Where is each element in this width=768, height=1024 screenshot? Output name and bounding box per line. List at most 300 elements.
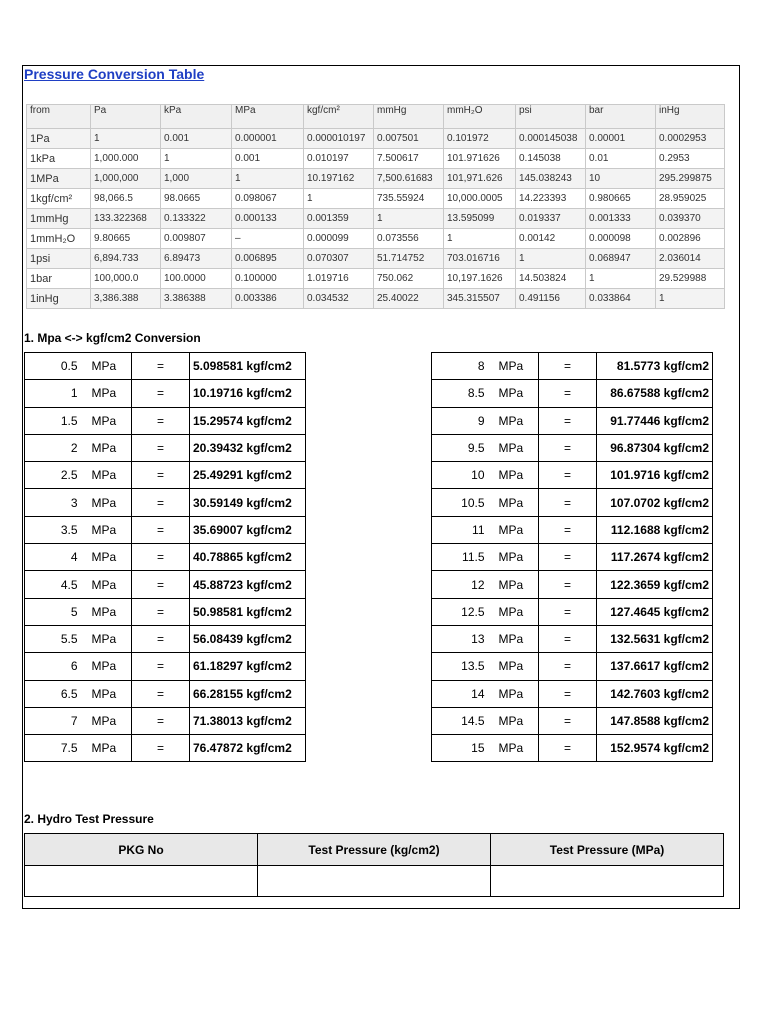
hydro-cell-test-pressure-mpa[interactable] <box>491 866 724 897</box>
conversion-cell: 0.033864 <box>586 289 656 309</box>
conversion-cell: 14.503824 <box>516 269 586 289</box>
equals-sign[interactable]: = <box>539 380 597 407</box>
kgf-result-cell[interactable] <box>190 625 306 652</box>
equals-sign[interactable]: = <box>539 680 597 707</box>
conversion-cell: 10,000.0005 <box>444 189 516 209</box>
conversion-cell: 0.002896 <box>656 229 725 249</box>
kgf-unit: kgf/cm2 <box>663 714 709 728</box>
equals-sign[interactable]: = <box>539 462 597 489</box>
conversion-col-header: psi <box>516 105 586 129</box>
conversion-cell: 1 <box>374 209 444 229</box>
mpa-value[interactable]: 2 <box>25 434 86 461</box>
equals-sign[interactable]: = <box>539 434 597 461</box>
mpa-unit[interactable]: MPa <box>86 407 132 434</box>
kgf-result-cell[interactable] <box>597 735 713 762</box>
kgf-value: 86.67588 <box>610 386 661 401</box>
mpa-unit[interactable]: MPa <box>493 434 539 461</box>
mpa-unit[interactable]: MPa <box>86 489 132 516</box>
conversion-cell: 0.068947 <box>586 249 656 269</box>
mpa-unit[interactable]: MPa <box>86 353 132 380</box>
conversion-cell: 98.0665 <box>161 189 232 209</box>
conversion-row-label: 1mmH₂O <box>27 229 91 249</box>
mpa-table-left <box>24 352 306 762</box>
kgf-value: 50.98581 <box>193 604 244 619</box>
mpa-row <box>25 653 306 680</box>
kgf-unit: kgf/cm2 <box>663 359 709 374</box>
mpa-row <box>432 380 713 407</box>
equals-sign[interactable]: = <box>539 735 597 762</box>
equals-sign[interactable]: = <box>539 653 597 680</box>
mpa-unit[interactable]: MPa <box>493 707 539 734</box>
conversion-cell: 0.2953 <box>656 149 725 169</box>
kgf-result-cell[interactable] <box>190 516 306 543</box>
conversion-cell: 6,894.733 <box>91 249 161 269</box>
kgf-unit: kgf/cm2 <box>246 741 292 756</box>
mpa-unit[interactable]: MPa <box>86 434 132 461</box>
mpa-value[interactable]: 1.5 <box>25 407 86 434</box>
kgf-value: 45.88723 <box>193 577 244 592</box>
hydro-row <box>25 866 724 897</box>
mpa-unit[interactable]: MPa <box>86 707 132 734</box>
mpa-unit[interactable]: MPa <box>86 380 132 407</box>
conversion-cell: 0.980665 <box>586 189 656 209</box>
kgf-value: 5.098581 <box>193 359 244 374</box>
mpa-unit[interactable]: MPa <box>493 653 539 680</box>
kgf-result-cell[interactable] <box>597 625 713 652</box>
mpa-row <box>25 489 306 516</box>
mpa-row <box>25 516 306 543</box>
mpa-value[interactable]: 4.5 <box>25 571 86 598</box>
conversion-cell: 29.529988 <box>656 269 725 289</box>
mpa-unit[interactable]: MPa <box>493 462 539 489</box>
kgf-result-cell[interactable] <box>190 571 306 598</box>
conversion-row <box>27 189 725 209</box>
conversion-cell: 101.971626 <box>444 149 516 169</box>
mpa-value[interactable]: 7 <box>25 707 86 734</box>
conversion-cell: 703.016716 <box>444 249 516 269</box>
mpa-value[interactable]: 6.5 <box>25 680 86 707</box>
hydro-col-pkg-no: PKG No <box>25 834 258 866</box>
conversion-cell: 133.322368 <box>91 209 161 229</box>
kgf-value: 147.8588 <box>610 714 661 728</box>
hydro-cell-pkg-no[interactable] <box>25 866 258 897</box>
conversion-cell: 1,000,000 <box>91 169 161 189</box>
kgf-result-cell[interactable] <box>190 434 306 461</box>
conversion-row <box>27 209 725 229</box>
mpa-unit[interactable]: MPa <box>86 735 132 762</box>
equals-sign[interactable]: = <box>132 598 190 625</box>
conversion-cell: 7.500617 <box>374 149 444 169</box>
pressure-conversion-table <box>26 104 725 309</box>
kgf-value: 142.7603 <box>610 686 661 701</box>
conversion-row <box>27 249 725 269</box>
mpa-unit[interactable]: MPa <box>493 598 539 625</box>
mpa-unit[interactable]: MPa <box>86 680 132 707</box>
kgf-unit: kgf/cm2 <box>663 577 709 592</box>
conversion-cell: 0.100000 <box>232 269 304 289</box>
conversion-cell: 1 <box>444 229 516 249</box>
kgf-unit: kgf/cm2 <box>663 468 709 483</box>
kgf-result-cell[interactable] <box>597 380 713 407</box>
kgf-result-cell[interactable] <box>597 516 713 543</box>
mpa-row <box>25 571 306 598</box>
mpa-value[interactable]: 7.5 <box>25 735 86 762</box>
conversion-cell: 10,197.1626 <box>444 269 516 289</box>
mpa-value[interactable]: 15 <box>432 735 493 762</box>
kgf-value: 91.77446 <box>610 413 661 428</box>
conversion-cell: 0.0002953 <box>656 129 725 149</box>
mpa-value[interactable]: 3 <box>25 489 86 516</box>
kgf-result-cell[interactable] <box>597 407 713 434</box>
conversion-cell: 10 <box>586 169 656 189</box>
conversion-row <box>27 149 725 169</box>
mpa-value[interactable]: 9.5 <box>432 434 493 461</box>
mpa-unit[interactable]: MPa <box>493 735 539 762</box>
kgf-unit: kgf/cm2 <box>246 659 292 674</box>
mpa-unit[interactable]: MPa <box>493 489 539 516</box>
conversion-cell: 51.714752 <box>374 249 444 269</box>
mpa-value[interactable]: 11 <box>432 516 493 543</box>
kgf-value: 122.3659 <box>610 577 661 592</box>
conversion-col-header: mmHg <box>374 105 444 129</box>
conversion-cell: 145.038243 <box>516 169 586 189</box>
mpa-unit[interactable]: MPa <box>493 380 539 407</box>
conversion-cell: 0.010197 <box>304 149 374 169</box>
kgf-result-cell[interactable] <box>597 598 713 625</box>
mpa-row <box>25 598 306 625</box>
kgf-result-cell[interactable] <box>190 544 306 571</box>
mpa-unit[interactable]: MPa <box>86 571 132 598</box>
kgf-unit: kgf/cm2 <box>246 441 292 456</box>
conversion-cell: 0.000098 <box>586 229 656 249</box>
mpa-row <box>25 735 306 762</box>
hydro-header-row <box>25 834 724 866</box>
mpa-row <box>432 625 713 652</box>
kgf-unit: kgf/cm2 <box>663 604 709 619</box>
conversion-row-label: 1Pa <box>27 129 91 149</box>
kgf-value: 15.29574 <box>193 413 244 428</box>
conversion-cell: 101,971.626 <box>444 169 516 189</box>
conversion-cell: 1 <box>516 249 586 269</box>
mpa-unit[interactable]: MPa <box>493 680 539 707</box>
mpa-unit[interactable]: MPa <box>86 544 132 571</box>
mpa-value[interactable]: 5.5 <box>25 625 86 652</box>
kgf-value: 66.28155 <box>193 686 244 701</box>
conversion-header-row <box>27 105 725 129</box>
mpa-unit[interactable]: MPa <box>86 598 132 625</box>
conversion-cell: 0.001333 <box>586 209 656 229</box>
kgf-value: 127.4645 <box>610 604 661 619</box>
mpa-unit[interactable]: MPa <box>86 653 132 680</box>
conversion-cell: 345.315507 <box>444 289 516 309</box>
conversion-cell: 1 <box>232 169 304 189</box>
equals-sign[interactable]: = <box>132 462 190 489</box>
kgf-value: 132.5631 <box>610 632 661 647</box>
equals-sign[interactable]: = <box>132 407 190 434</box>
kgf-value: 56.08439 <box>193 632 244 647</box>
kgf-result-cell[interactable] <box>190 598 306 625</box>
conversion-cell: 14.223393 <box>516 189 586 209</box>
mpa-value[interactable]: 3.5 <box>25 516 86 543</box>
kgf-unit: kgf/cm2 <box>246 468 292 483</box>
conversion-cell: 0.01 <box>586 149 656 169</box>
kgf-unit: kgf/cm2 <box>246 632 292 647</box>
equals-sign[interactable]: = <box>132 653 190 680</box>
kgf-value: 30.59149 <box>193 495 244 510</box>
kgf-result-cell[interactable] <box>597 571 713 598</box>
kgf-unit: kgf/cm2 <box>663 550 709 565</box>
mpa-row <box>25 680 306 707</box>
mpa-row <box>25 707 306 734</box>
kgf-result-cell[interactable] <box>597 489 713 516</box>
conversion-row <box>27 269 725 289</box>
equals-sign[interactable]: = <box>539 707 597 734</box>
conversion-row-label: 1inHg <box>27 289 91 309</box>
mpa-unit[interactable]: MPa <box>493 353 539 380</box>
corner-from-cell: from <box>27 105 91 129</box>
conversion-cell: 1.019716 <box>304 269 374 289</box>
conversion-cell: 0.073556 <box>374 229 444 249</box>
conversion-col-header: inHg <box>656 105 725 129</box>
mpa-unit[interactable]: MPa <box>86 462 132 489</box>
conversion-row <box>27 169 725 189</box>
mpa-row <box>25 407 306 434</box>
mpa-value[interactable]: 8 <box>432 353 493 380</box>
kgf-result-cell[interactable] <box>190 407 306 434</box>
conversion-row <box>27 229 725 249</box>
equals-sign[interactable]: = <box>539 516 597 543</box>
mpa-row <box>432 434 713 461</box>
kgf-result-cell[interactable] <box>597 680 713 707</box>
mpa-row <box>432 707 713 734</box>
equals-sign[interactable]: = <box>539 489 597 516</box>
mpa-value[interactable]: 4 <box>25 544 86 571</box>
kgf-unit: kgf/cm2 <box>663 413 709 428</box>
equals-sign[interactable]: = <box>132 353 190 380</box>
conversion-cell: 0.491156 <box>516 289 586 309</box>
equals-sign[interactable]: = <box>539 353 597 380</box>
kgf-unit: kgf/cm2 <box>246 577 292 592</box>
kgf-unit: kgf/cm2 <box>246 386 292 401</box>
mpa-unit[interactable]: MPa <box>86 516 132 543</box>
kgf-unit: kgf/cm2 <box>246 522 292 537</box>
kgf-value: 25.49291 <box>193 468 244 483</box>
hydro-col-test-pressure-mpa: Test Pressure (MPa) <box>491 834 724 866</box>
mpa-value[interactable]: 11.5 <box>432 544 493 571</box>
equals-sign[interactable]: = <box>539 598 597 625</box>
mpa-row <box>25 434 306 461</box>
equals-sign[interactable]: = <box>539 544 597 571</box>
mpa-row <box>432 571 713 598</box>
mpa-value[interactable]: 6 <box>25 653 86 680</box>
conversion-row-label: 1kgf/cm² <box>27 189 91 209</box>
equals-sign[interactable]: = <box>132 735 190 762</box>
kgf-result-cell[interactable] <box>190 380 306 407</box>
conversion-cell: 0.000010197 <box>304 129 374 149</box>
section1-heading: 1. Mpa <-> kgf/cm2 Conversion <box>24 331 201 345</box>
mpa-value[interactable]: 5 <box>25 598 86 625</box>
mpa-value[interactable]: 0.5 <box>25 353 86 380</box>
kgf-unit: kgf/cm2 <box>246 495 292 510</box>
equals-sign[interactable]: = <box>132 707 190 734</box>
conversion-cell: 0.001 <box>161 129 232 149</box>
conversion-cell: 10.197162 <box>304 169 374 189</box>
kgf-unit: kgf/cm2 <box>663 632 709 647</box>
kgf-result-cell[interactable] <box>597 707 713 734</box>
conversion-cell: 1,000.000 <box>91 149 161 169</box>
kgf-result-cell[interactable] <box>597 653 713 680</box>
kgf-unit: kgf/cm2 <box>246 413 292 428</box>
kgf-value: 112.1688 <box>610 522 661 537</box>
conversion-cell: 0.101972 <box>444 129 516 149</box>
equals-sign[interactable]: = <box>539 407 597 434</box>
mpa-row <box>25 353 306 380</box>
conversion-cell: 13.595099 <box>444 209 516 229</box>
conversion-cell: 1 <box>91 129 161 149</box>
kgf-result-cell[interactable] <box>190 462 306 489</box>
kgf-result-cell[interactable] <box>597 434 713 461</box>
equals-sign[interactable]: = <box>132 434 190 461</box>
conversion-cell: 2.036014 <box>656 249 725 269</box>
equals-sign[interactable]: = <box>132 489 190 516</box>
kgf-result-cell[interactable] <box>597 544 713 571</box>
kgf-unit: kgf/cm2 <box>663 386 709 401</box>
conversion-cell: 0.001359 <box>304 209 374 229</box>
section2-heading: 2. Hydro Test Pressure <box>24 812 154 826</box>
kgf-unit: kgf/cm2 <box>246 550 292 565</box>
kgf-result-cell[interactable] <box>190 680 306 707</box>
mpa-unit[interactable]: MPa <box>493 625 539 652</box>
conversion-row <box>27 129 725 149</box>
kgf-value: 96.87304 <box>610 441 661 456</box>
mpa-row <box>432 516 713 543</box>
conversion-cell: 0.006895 <box>232 249 304 269</box>
kgf-result-cell[interactable] <box>597 462 713 489</box>
equals-sign[interactable]: = <box>132 380 190 407</box>
kgf-unit: kgf/cm2 <box>663 686 709 701</box>
conversion-cell: 98,066.5 <box>91 189 161 209</box>
kgf-value: 101.9716 <box>610 468 661 483</box>
kgf-result-cell[interactable] <box>190 735 306 762</box>
conversion-cell: 735.55924 <box>374 189 444 209</box>
mpa-value[interactable]: 9 <box>432 407 493 434</box>
conversion-cell: 25.40022 <box>374 289 444 309</box>
kgf-value: 81.5773 <box>616 359 661 374</box>
equals-sign[interactable]: = <box>132 544 190 571</box>
conversion-cell: 0.00142 <box>516 229 586 249</box>
conversion-cell: 0.019337 <box>516 209 586 229</box>
mpa-unit[interactable]: MPa <box>86 625 132 652</box>
kgf-value: 35.69007 <box>193 522 244 537</box>
conversion-cell: 6.89473 <box>161 249 232 269</box>
conversion-cell: 28.959025 <box>656 189 725 209</box>
kgf-result-cell[interactable] <box>190 707 306 734</box>
mpa-value[interactable]: 12 <box>432 571 493 598</box>
conversion-cell: 100,000.0 <box>91 269 161 289</box>
mpa-row <box>432 407 713 434</box>
mpa-row <box>25 625 306 652</box>
kgf-unit: kgf/cm2 <box>663 659 709 674</box>
equals-sign[interactable]: = <box>539 571 597 598</box>
mpa-value[interactable]: 12.5 <box>432 598 493 625</box>
mpa-value[interactable]: 1 <box>25 380 86 407</box>
equals-sign[interactable]: = <box>539 625 597 652</box>
mpa-value[interactable]: 10 <box>432 462 493 489</box>
kgf-unit: kgf/cm2 <box>663 741 709 756</box>
conversion-row <box>27 289 725 309</box>
conversion-row-label: 1mmHg <box>27 209 91 229</box>
conversion-cell: 0.001 <box>232 149 304 169</box>
conversion-col-header: bar <box>586 105 656 129</box>
mpa-row <box>432 598 713 625</box>
conversion-cell: 100.0000 <box>161 269 232 289</box>
kgf-unit: kgf/cm2 <box>663 495 709 510</box>
conversion-cell: 295.299875 <box>656 169 725 189</box>
kgf-value: 20.39432 <box>193 441 244 456</box>
page-title[interactable]: Pressure Conversion Table <box>24 66 205 82</box>
equals-sign[interactable]: = <box>132 571 190 598</box>
kgf-value: 76.47872 <box>193 741 244 756</box>
mpa-row <box>25 462 306 489</box>
conversion-cell: – <box>232 229 304 249</box>
mpa-value[interactable]: 14 <box>432 680 493 707</box>
conversion-cell: 7,500.61683 <box>374 169 444 189</box>
conversion-cell: 1 <box>586 269 656 289</box>
mpa-value[interactable]: 8.5 <box>432 380 493 407</box>
conversion-cell: 750.062 <box>374 269 444 289</box>
conversion-col-header: kgf/cm² <box>304 105 374 129</box>
mpa-row <box>432 462 713 489</box>
conversion-cell: 0.00001 <box>586 129 656 149</box>
conversion-cell: 0.000001 <box>232 129 304 149</box>
hydro-cell-test-pressure-kg[interactable] <box>258 866 491 897</box>
kgf-value: 40.78865 <box>193 550 244 565</box>
conversion-row-label: 1psi <box>27 249 91 269</box>
equals-sign[interactable]: = <box>132 625 190 652</box>
mpa-unit[interactable]: MPa <box>493 544 539 571</box>
conversion-cell: 1 <box>304 189 374 209</box>
kgf-value: 117.2674 <box>610 550 661 565</box>
conversion-cell: 0.000133 <box>232 209 304 229</box>
equals-sign[interactable]: = <box>132 516 190 543</box>
mpa-unit[interactable]: MPa <box>493 516 539 543</box>
kgf-result-cell[interactable] <box>190 353 306 380</box>
conversion-cell: 1 <box>656 289 725 309</box>
kgf-value: 137.6617 <box>610 659 661 674</box>
mpa-value[interactable]: 2.5 <box>25 462 86 489</box>
conversion-cell: 0.003386 <box>232 289 304 309</box>
kgf-value: 71.38013 <box>193 714 244 728</box>
mpa-row <box>432 544 713 571</box>
conversion-cell: 1,000 <box>161 169 232 189</box>
mpa-row <box>432 353 713 380</box>
conversion-col-header: MPa <box>232 105 304 129</box>
mpa-value[interactable]: 13.5 <box>432 653 493 680</box>
mpa-value[interactable]: 13 <box>432 625 493 652</box>
kgf-result-cell[interactable] <box>190 653 306 680</box>
mpa-unit[interactable]: MPa <box>493 407 539 434</box>
equals-sign[interactable]: = <box>132 680 190 707</box>
conversion-cell: 0.034532 <box>304 289 374 309</box>
conversion-row-label: 1bar <box>27 269 91 289</box>
mpa-row <box>25 380 306 407</box>
mpa-unit[interactable]: MPa <box>493 571 539 598</box>
mpa-value[interactable]: 14.5 <box>432 707 493 734</box>
mpa-value[interactable]: 10.5 <box>432 489 493 516</box>
kgf-result-cell[interactable] <box>190 489 306 516</box>
mpa-row <box>432 680 713 707</box>
kgf-result-cell[interactable] <box>597 353 713 380</box>
